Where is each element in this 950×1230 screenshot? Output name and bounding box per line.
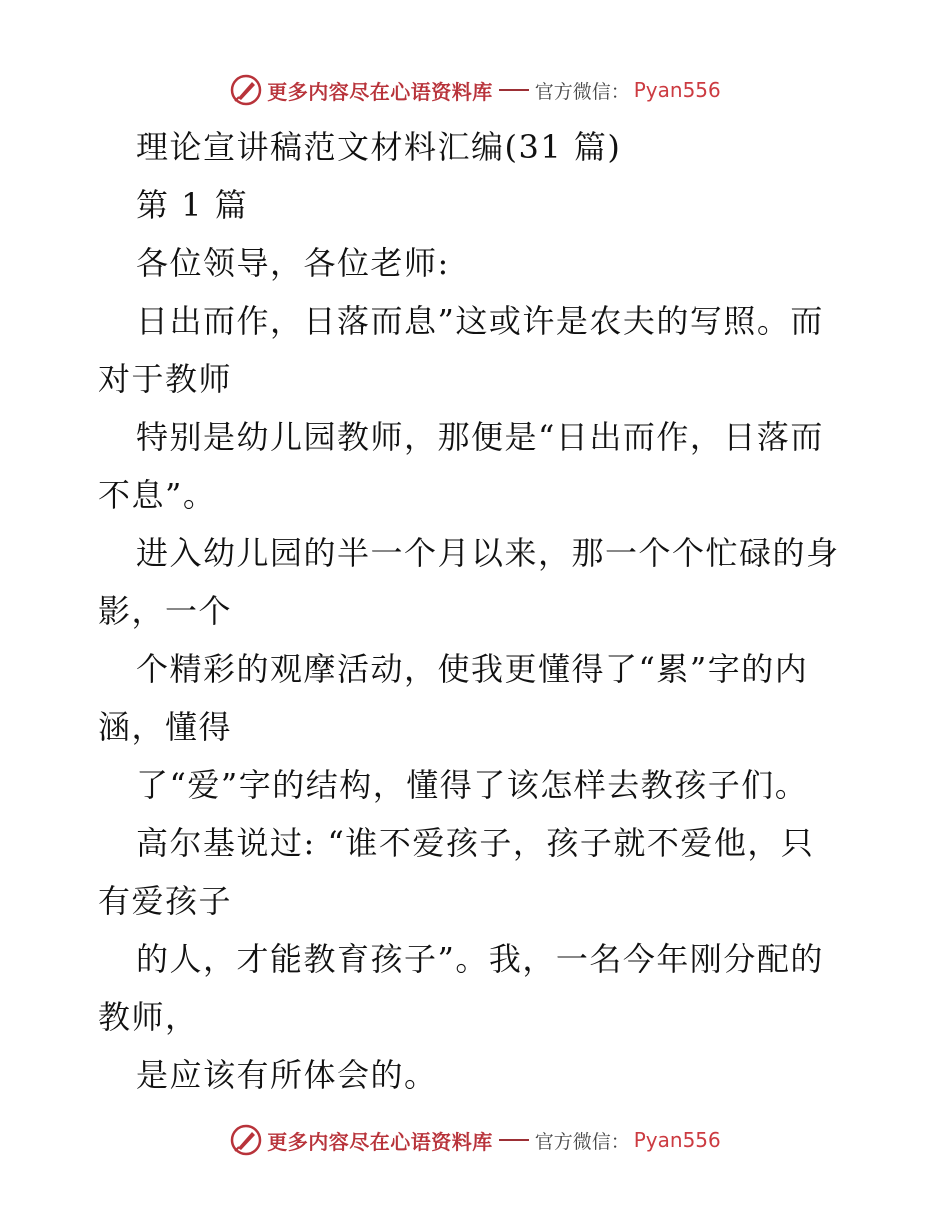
watermark-dash <box>499 1139 529 1141</box>
document-line: 的人，才能教育孩子”。我，一名今年刚分配的 <box>136 940 824 978</box>
document-line: 第 1 篇 <box>136 186 249 224</box>
document-line: 涵，懂得 <box>98 708 233 746</box>
document-line: 进入幼儿园的半一个月以来，那一个个忙碌的身 <box>136 534 840 572</box>
watermark-brand-text: 更多内容尽在心语资料库 <box>267 79 493 104</box>
document-line: 了“爱”字的结构，懂得了该怎样去教孩子们。 <box>136 766 809 804</box>
document-line: 日出而作，日落而息”这或许是农夫的写照。而 <box>136 302 824 340</box>
watermark-dash <box>499 89 529 91</box>
footer-watermark <box>0 1120 950 1160</box>
document-line: 个精彩的观摩活动，使我更懂得了“累”字的内 <box>136 650 809 688</box>
quill-logo-icon <box>229 1123 263 1157</box>
watermark-wechat-label: 官方微信： <box>534 1130 630 1153</box>
watermark-wechat-id: Pyan556 <box>633 78 721 102</box>
quill-logo-icon <box>229 73 263 107</box>
document-line: 对于教师 <box>98 360 233 398</box>
watermark-brand-text: 更多内容尽在心语资料库 <box>267 1129 493 1154</box>
document-body <box>98 118 858 1104</box>
document-line: 各位领导，各位老师: <box>136 244 450 282</box>
watermark-wechat-id: Pyan556 <box>633 1128 721 1152</box>
watermark-wechat-label: 官方微信： <box>534 80 630 103</box>
document-line: 教师， <box>98 998 199 1036</box>
document-line: 理论宣讲稿范文材料汇编(31 篇) <box>136 128 622 166</box>
document-line: 是应该有所体会的。 <box>136 1056 438 1094</box>
header-watermark <box>0 70 950 110</box>
document-line: 影，一个 <box>98 592 233 630</box>
document-line: 特别是幼儿园教师，那便是“日出而作，日落而 <box>136 418 824 456</box>
document-line: 有爱孩子 <box>98 882 233 920</box>
document-line: 高尔基说过: “谁不爱孩子，孩子就不爱他，只 <box>136 824 815 862</box>
document-line: 不息”。 <box>98 476 217 514</box>
